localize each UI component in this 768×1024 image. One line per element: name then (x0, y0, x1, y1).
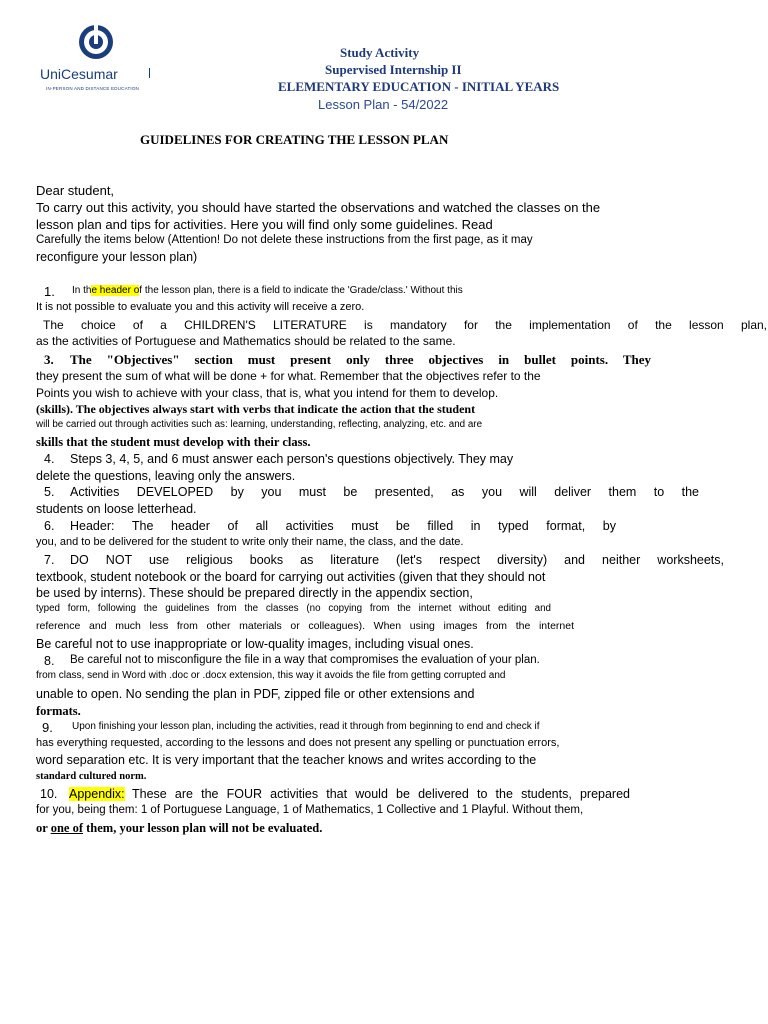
item-1-line: It is not possible to evaluate you and this activity will receive a zero. (36, 301, 365, 313)
item-10-line: for you, being them: 1 of Portuguese Language, 1 of Mathematics, 1 Collective and 1 Playful. Without them, (36, 804, 584, 816)
item-number: 1. (44, 284, 55, 299)
item-7-line: DO NOT use religious books as literature (let's respect diversity) and neither worksheets, (70, 553, 724, 567)
item-7-line: textbook, student notebook or the board for carrying out activities (given that they should not (36, 570, 546, 584)
item-10-highlight: Appendix: (69, 787, 125, 801)
item-7-line: be used by interns). These should be prepared directly in the appendix section, (36, 586, 473, 600)
item-number: 3. (44, 352, 54, 367)
item-8-line: formats. (36, 704, 81, 718)
item-3-line: they present the sum of what will be done + for what. Remember that the objectives refer to the (36, 369, 541, 383)
item-10-line (36, 821, 322, 836)
item-9-line: has everything requested, according to the lessons and does not present any spelling or punctuation errors, (36, 737, 560, 749)
item-number: 4. (44, 452, 55, 466)
page-title: GUIDELINES FOR CREATING THE LESSON PLAN (140, 132, 449, 147)
item-9-line: standard cultured norm. (36, 771, 147, 782)
item-7-line: typed form, following the guidelines from the classes (no copying from the internet without editing and (36, 603, 551, 614)
intro-line: Carefully the items below (Attention! Do not delete these instructions from the first page, as it may (36, 234, 533, 246)
item-number: 7. (44, 553, 55, 567)
item-9-line: word separation etc. It is very important that the teacher knows and writes according to the (36, 753, 537, 767)
item-number: 5. (44, 485, 55, 499)
item-7-line: Be careful not to use inappropriate or low-quality images, including visual ones. (36, 637, 474, 651)
item-4-line: Steps 3, 4, 5, and 6 must answer each person's questions objectively. They may (70, 452, 514, 466)
item-8-line: Be careful not to misconfigure the file in a way that compromises the evaluation of your plan. (70, 654, 540, 666)
item-1-line (72, 285, 463, 296)
item-2-line: as the activities of Portuguese and Mathematics should be related to the same. (36, 334, 456, 348)
logo-tagline: IN-PERSON AND DISTANCE EDUCATION (46, 86, 139, 91)
header-education: ELEMENTARY EDUCATION - INITIAL YEARS (278, 79, 560, 94)
item-10-line: These are the FOUR activities that would be delivered to the students, prepared (132, 787, 630, 801)
logo-name: UniCesumar (40, 66, 118, 82)
item-7-line: reference and much less from other materials or colleagues). When using images from the internet (36, 620, 574, 632)
item-9-line: Upon finishing your lesson plan, including the activities, read it through from beginning to end and check if (72, 721, 540, 732)
intro-greeting: Dear student, (36, 183, 115, 198)
item-3-line: Points you wish to achieve with your class, that is, what you intend for them to develop. (36, 386, 499, 400)
item-1-text: f the lesson plan, there is a field to indicate the 'Grade/class.' Without this (139, 285, 463, 296)
item-1-text: In th (72, 285, 92, 296)
intro-line: lesson plan and tips for activities. Here you will find only some guidelines. Read (36, 217, 493, 232)
item-3-line: (skills). The objectives always start with verbs that indicate the action that the student (36, 402, 476, 416)
item-10-text: or (36, 821, 51, 835)
item-10-underlined: one of (50, 821, 83, 835)
item-10-text: them, your lesson plan will not be evaluated. (83, 821, 323, 835)
item-1-highlight: e header o (91, 285, 140, 296)
intro-line: reconfigure your lesson plan) (36, 250, 198, 264)
item-5-line: students on loose letterhead. (36, 502, 197, 516)
item-3-line: skills that the student must develop with their class. (36, 435, 311, 449)
item-number: 10. (40, 787, 58, 801)
item-3-line: The "Objectives" section must present only three objectives in bullet points. They (70, 352, 651, 367)
intro-line: To carry out this activity, you should have started the observations and watched the classes on the (36, 200, 601, 215)
item-number: 6. (44, 519, 55, 533)
header-study-activity: Study Activity (340, 45, 420, 60)
header-lesson-plan: Lesson Plan - 54/2022 (318, 97, 449, 112)
item-4-line: delete the questions, leaving only the answers. (36, 469, 296, 483)
item-number: 8. (44, 654, 55, 668)
item-2-line: The choice of a CHILDREN'S LITERATURE is mandatory for the implementation of the lesson plan, (43, 318, 767, 332)
item-8-line: unable to open. No sending the plan in PDF, zipped file or other extensions and (36, 687, 475, 701)
logo-divider (149, 68, 150, 78)
item-number: 9. (42, 720, 53, 735)
header-internship: Supervised Internship II (325, 62, 462, 77)
item-3-line: will be carried out through activities such as: learning, understanding, reflecting, analyzing, etc. and are (36, 419, 483, 430)
item-6-line: Header: The header of all activities must be filled in typed format, by (70, 519, 616, 533)
item-6-line: you, and to be delivered for the student to write only their name, the class, and the date. (36, 536, 464, 548)
item-8-line: from class, send in Word with .doc or .docx extension, this way it avoids the file from getting corrupted and (36, 670, 506, 681)
item-5-line: Activities DEVELOPED by you must be presented, as you will deliver them to the (70, 485, 699, 499)
